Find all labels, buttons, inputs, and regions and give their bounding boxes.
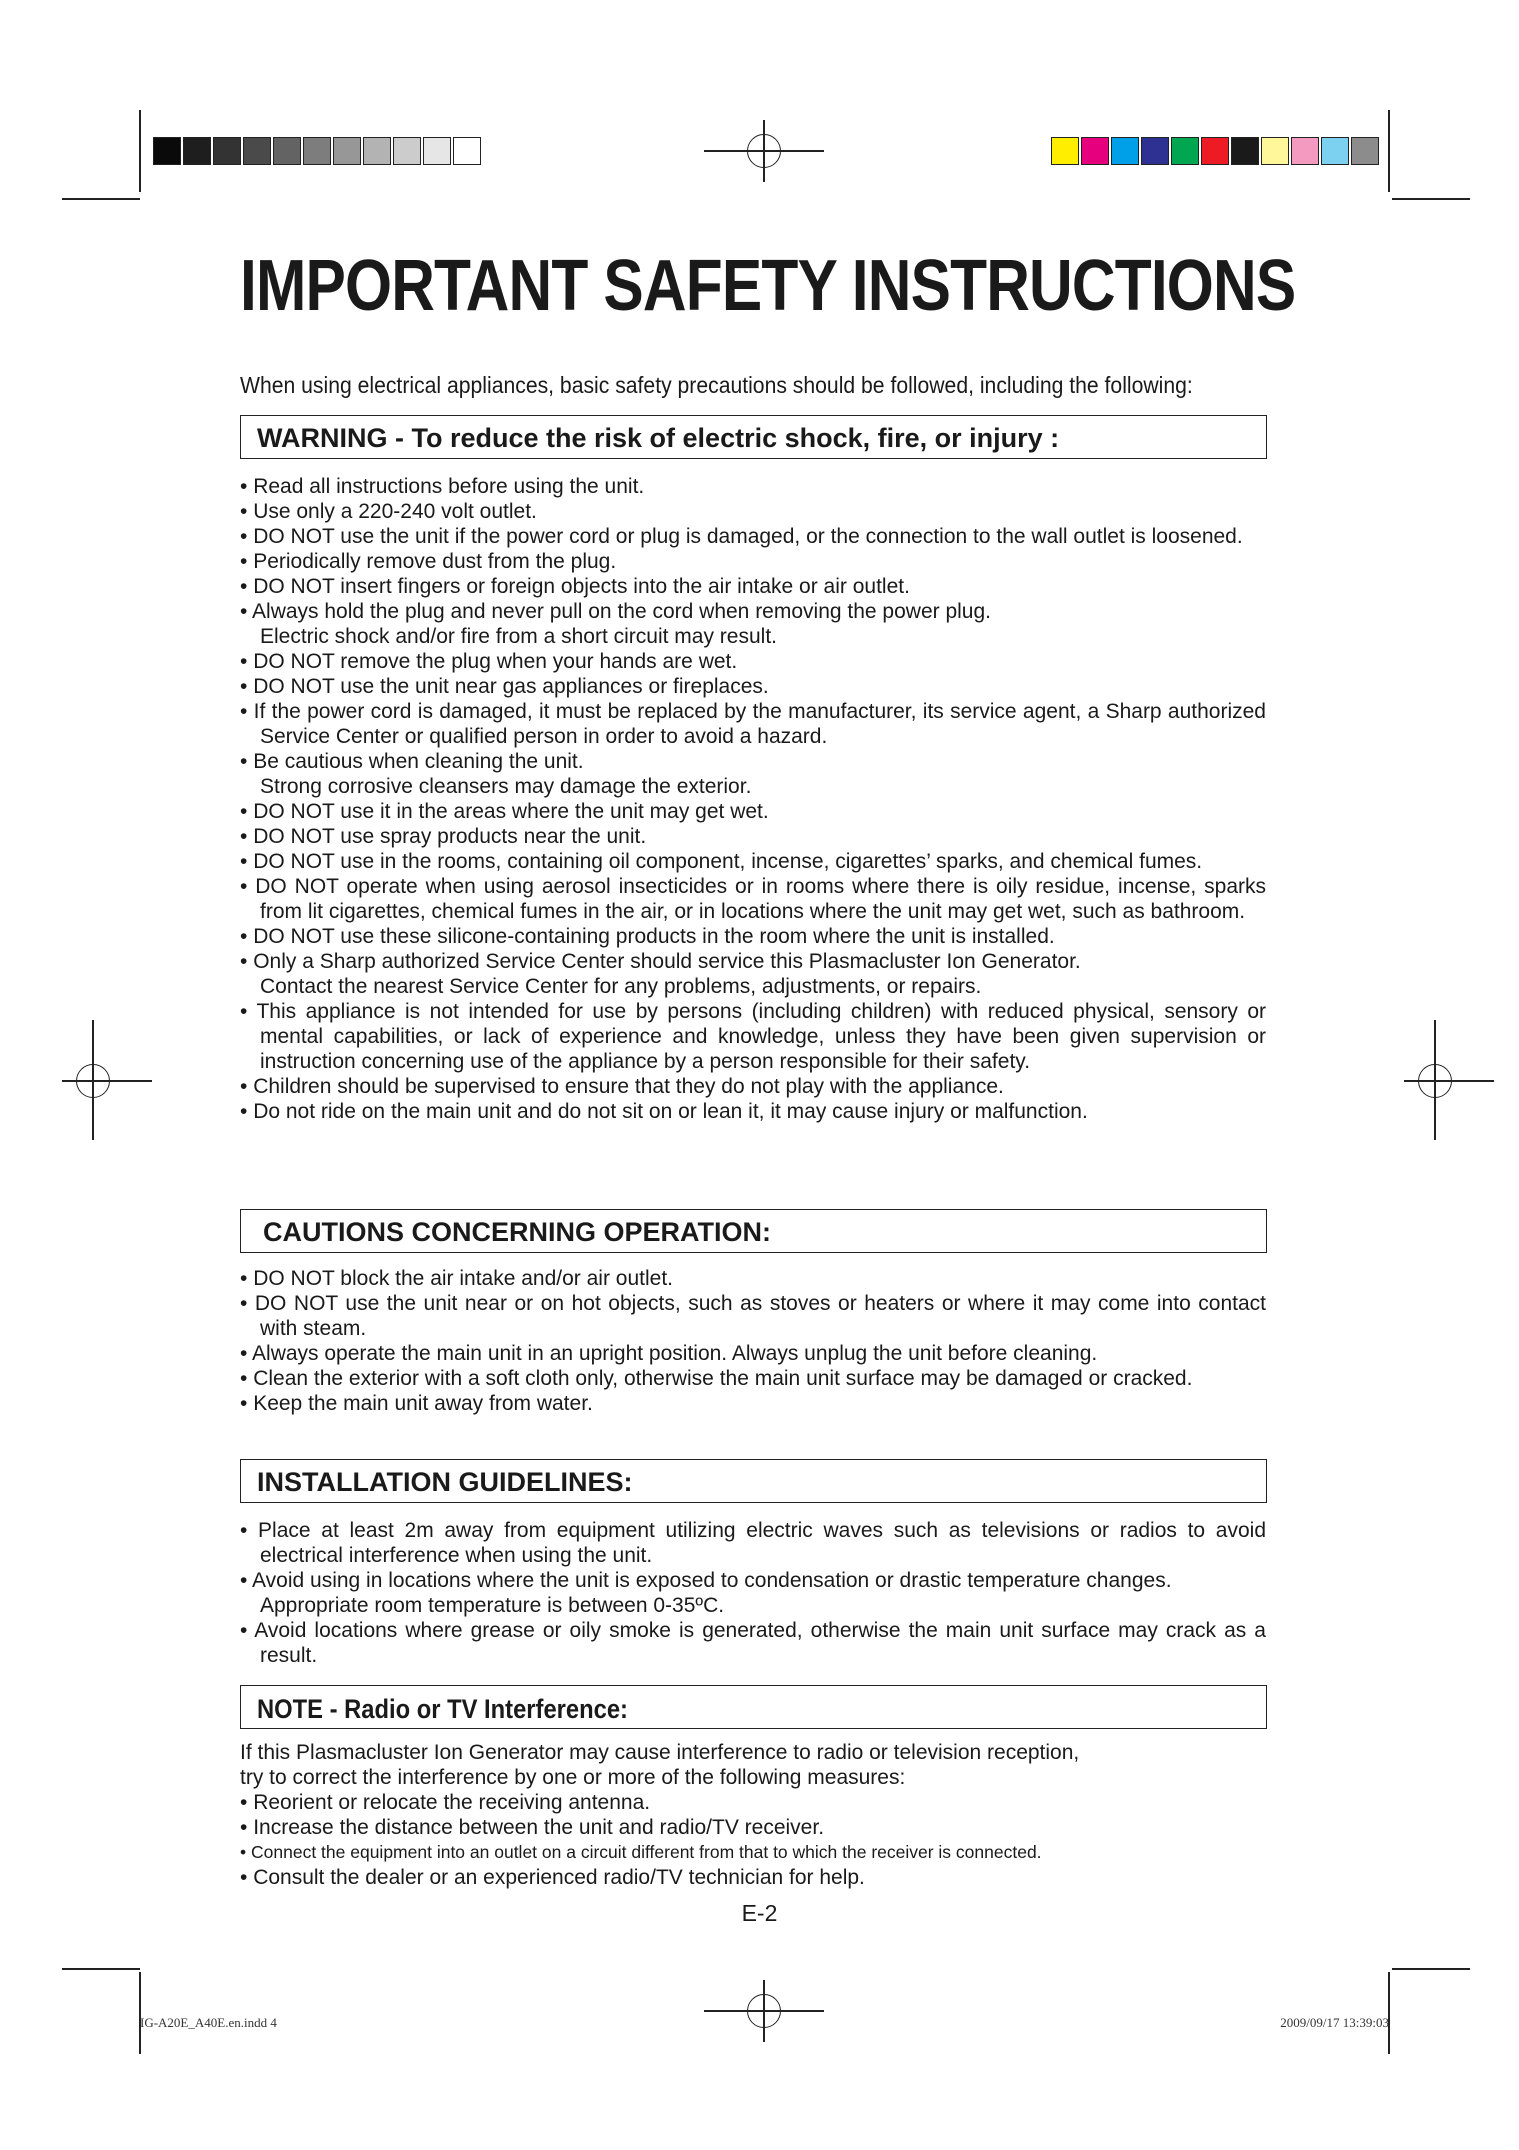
note-intro-line-1: If this Plasmacluster Ion Generator may cause interference to radio or television reception, [240, 1741, 1080, 1764]
cautions-heading: CAUTIONS CONCERNING OPERATION: [263, 1217, 772, 1247]
list-item-text: DO NOT use these silicone-containing products in the room where the unit is installed. [253, 925, 1055, 948]
list-item [240, 1840, 1266, 1865]
installation-heading: INSTALLATION GUIDELINES: [257, 1467, 633, 1497]
list-item-text: Connect the equipment into an outlet on a circuit different from that to which the receiver is connected. [251, 1842, 1042, 1862]
list-item [240, 1518, 1266, 1568]
list-item [240, 1618, 1266, 1668]
list-item-text: Always hold the plug and never pull on the cord when removing the power plug. [252, 600, 991, 623]
cautions-list [240, 1266, 1266, 1416]
list-item-text: DO NOT use in the rooms, containing oil component, incense, cigarettes’ sparks, and chemical fumes. [253, 850, 1203, 873]
list-item-text: DO NOT insert fingers or foreign objects into the air intake or air outlet. [253, 575, 910, 598]
list-item-text: Avoid using in locations where the unit is exposed to condensation or drastic temperature changes. [252, 1569, 1172, 1592]
list-item [240, 1074, 1266, 1099]
list-item-text: Clean the exterior with a soft cloth only, otherwise the main unit surface may be damaged or cracked. [253, 1367, 1193, 1390]
page-title: IMPORTANT SAFETY INSTRUCTIONS [240, 246, 1296, 326]
color-swatch [1051, 137, 1079, 165]
list-item [240, 699, 1266, 749]
color-swatch [1351, 137, 1379, 165]
list-item-text: Periodically remove dust from the plug. [253, 550, 617, 573]
list-item-text: Place at least 2m away from equipment utilizing electric waves such as televisions or radios to avoid electrical interference when using the unit. [258, 1519, 1267, 1567]
slug-file-info: IG-A20E_A40E.en.indd 4 [140, 2015, 277, 2030]
list-item-text: Consult the dealer or an experienced radio/TV technician for help. [253, 1866, 865, 1889]
list-item [240, 1865, 1266, 1890]
list-item [240, 1341, 1266, 1366]
list-item [240, 1790, 1266, 1815]
color-swatch [423, 137, 451, 165]
list-item-text: Increase the distance between the unit and radio/TV receiver. [253, 1816, 825, 1839]
note-list [240, 1790, 1266, 1890]
color-swatch [1261, 137, 1289, 165]
list-item-text: DO NOT operate when using aerosol insecticides or in rooms where there is oily residue, incense, sparks from lit cigarettes, chemical fumes in the air, or in locations where the unit may get wet, such as bathroom. [255, 875, 1266, 923]
list-item [240, 924, 1266, 949]
warning-heading: WARNING - To reduce the risk of electric shock, fire, or injury : [257, 423, 1060, 453]
list-item-text: Avoid locations where grease or oily smoke is generated, otherwise the main unit surface may crack as a result. [254, 1619, 1266, 1667]
list-item-text: DO NOT use the unit near or on hot objects, such as stoves or heaters or where it may come into contact with steam. [254, 1292, 1266, 1340]
list-item [240, 649, 1266, 674]
color-swatch [273, 137, 301, 165]
list-item-text: Do not ride on the main unit and do not sit on or lean it, it may cause injury or malfunction. [253, 1100, 1088, 1123]
list-item [240, 599, 1266, 649]
list-item-text: This appliance is not intended for use by persons (including children) with reduced physical, sensory or mental capabilities, or lack of experience and knowledge, unless they have been given supervision or instruction concerning use of the appliance by a person responsible for their safety. [256, 1000, 1267, 1073]
list-item-subtext: Strong corrosive cleansers may damage the exterior. [260, 775, 752, 798]
list-item-text: DO NOT block the air intake and/or air outlet. [253, 1267, 673, 1290]
warning-heading-box [240, 415, 1267, 459]
color-swatch [1231, 137, 1259, 165]
list-item [240, 574, 1266, 599]
list-item-subtext: Contact the nearest Service Center for any problems, adjustments, or repairs. [260, 975, 982, 998]
list-item [240, 1366, 1266, 1391]
list-item [240, 849, 1266, 874]
color-swatch [153, 137, 181, 165]
note-intro-line-2: try to correct the interference by one or more of the following measures: [240, 1766, 906, 1789]
list-item [240, 1815, 1266, 1840]
color-swatch [243, 137, 271, 165]
list-item-text: Reorient or relocate the receiving antenna. [253, 1791, 651, 1814]
warning-list [240, 474, 1266, 1124]
list-item [240, 999, 1266, 1074]
color-swatch [363, 137, 391, 165]
color-swatch [1321, 137, 1349, 165]
color-swatch [303, 137, 331, 165]
list-item [240, 874, 1266, 924]
list-item-subtext: Electric shock and/or fire from a short circuit may result. [260, 625, 777, 648]
list-item [240, 474, 1266, 499]
list-item-text: DO NOT remove the plug when your hands are wet. [253, 650, 738, 673]
list-item-text: Be cautious when cleaning the unit. [253, 750, 584, 773]
list-item [240, 749, 1266, 799]
color-swatch [1171, 137, 1199, 165]
cautions-heading-box [240, 1209, 1267, 1253]
list-item-text: Children should be supervised to ensure that they do not play with the appliance. [253, 1075, 1004, 1098]
list-item-text: DO NOT use spray products near the unit. [253, 825, 647, 848]
color-swatch [1291, 137, 1319, 165]
list-item-text: Always operate the main unit in an upright position. Always unplug the unit before cleaning. [252, 1342, 1098, 1365]
slug-date-info: 2009/09/17 13:39:03 [1280, 2015, 1389, 2030]
list-item [240, 824, 1266, 849]
list-item-text: Keep the main unit away from water. [253, 1392, 593, 1415]
color-swatch [333, 137, 361, 165]
note-heading-box [240, 1685, 1267, 1729]
list-item [240, 524, 1266, 549]
list-item [240, 949, 1266, 999]
list-item-text: DO NOT use the unit if the power cord or plug is damaged, or the connection to the wall outlet is loosened. [253, 525, 1243, 548]
list-item [240, 1391, 1266, 1416]
list-item-text: Read all instructions before using the unit. [253, 475, 645, 498]
color-swatch [183, 137, 211, 165]
note-intro [240, 1740, 1079, 1790]
installation-heading-box [240, 1459, 1267, 1503]
list-item-text: DO NOT use the unit near gas appliances or fireplaces. [253, 675, 769, 698]
list-item [240, 549, 1266, 574]
color-swatch [1111, 137, 1139, 165]
color-swatch [213, 137, 241, 165]
list-item [240, 1266, 1266, 1291]
color-swatch [453, 137, 481, 165]
grayscale-color-bar [153, 137, 483, 167]
list-item-subtext: Appropriate room temperature is between 0-35ºC. [260, 1594, 725, 1617]
list-item-text: DO NOT use it in the areas where the unit may get wet. [253, 800, 769, 823]
list-item-text: If the power cord is damaged, it must be replaced by the manufacturer, its service agent, a Sharp authorized Service Center or qualified person in order to avoid a hazard. [253, 700, 1266, 748]
list-item [240, 674, 1266, 699]
list-item-text: Only a Sharp authorized Service Center should service this Plasmacluster Ion Generator. [253, 950, 1081, 973]
color-swatch [1201, 137, 1229, 165]
intro-text: When using electrical appliances, basic safety precautions should be followed, including the following: [240, 372, 1193, 398]
color-swatch [1081, 137, 1109, 165]
note-heading: NOTE - Radio or TV Interference: [257, 1694, 628, 1724]
installation-list [240, 1518, 1266, 1668]
process-color-bar [1051, 137, 1381, 167]
list-item [240, 1291, 1266, 1341]
list-item [240, 1099, 1266, 1124]
color-swatch [1141, 137, 1169, 165]
list-item-text: Use only a 220-240 volt outlet. [253, 500, 537, 523]
list-item [240, 1568, 1266, 1618]
list-item [240, 499, 1266, 524]
page-number: E-2 [741, 1900, 778, 1926]
color-swatch [393, 137, 421, 165]
list-item [240, 799, 1266, 824]
